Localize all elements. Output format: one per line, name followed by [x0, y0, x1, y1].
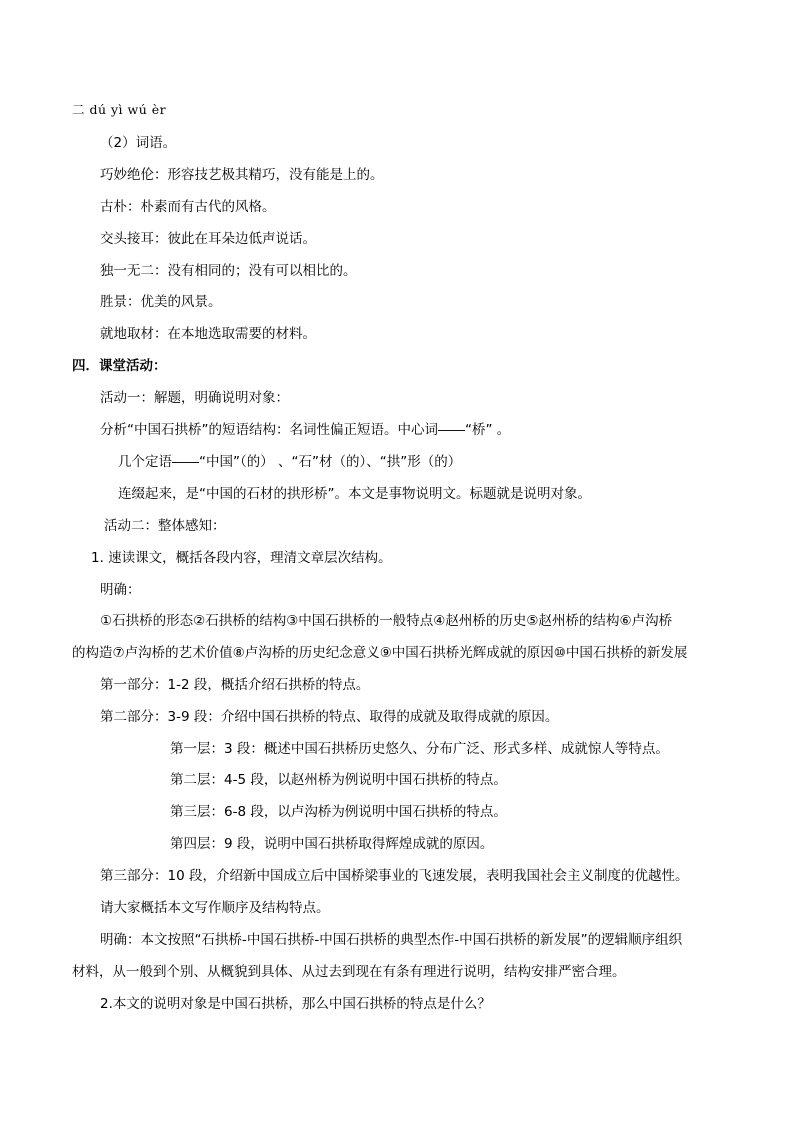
- paragraph: 第三部分：10 段，介绍新中国成立后中国桥梁事业的飞速发展，表明我国社会主义制度的优越性。: [100, 868, 689, 884]
- vocab-definition: 交头接耳：彼此在耳朵边低声说话。: [100, 231, 316, 247]
- paragraph: 材料，从一般到个别、从概貌到具体、从过去到现在有条有理进行说明，结构安排严密合理。: [72, 964, 626, 980]
- paragraph: ①石拱桥的形态②石拱桥的结构③中国石拱桥的一般特点④赵州桥的历史⑤赵州桥的结构⑥卢沟桥: [100, 613, 673, 629]
- paragraph: 明确：本文按照“石拱桥-中国石拱桥-中国石拱桥的典型杰作-中国石拱桥的新发展”的逻辑顺序组织: [100, 932, 683, 948]
- layer-item: 第二层：4-5 段，以赵州桥为例说明中国石拱桥的特点。: [170, 772, 507, 788]
- paragraph: 请大家概括本文写作顺序及结构特点。: [100, 900, 330, 916]
- paragraph: 连缀起来，是“中国的石材的拱形桥”。本文是事物说明文。标题就是说明对象。: [118, 486, 591, 502]
- layer-item: 第一层：3 段：概述中国石拱桥历史悠久、分布广泛、形式多样、成就惊人等特点。: [170, 741, 669, 757]
- question: 2.本文的说明对象是中国石拱桥，那么中国石拱桥的特点是什么？: [100, 996, 491, 1012]
- paragraph: 的构造⑦卢沟桥的艺术价值⑧卢沟桥的历史纪念意义⑨中国石拱桥光辉成就的原因⑩中国石拱桥的新发展: [72, 645, 688, 661]
- paragraph: 活动一：解题，明确说明对象：: [100, 390, 289, 406]
- pinyin-line: 二 dú yì wú èr: [72, 102, 167, 117]
- section-heading: 四．课堂活动：: [72, 358, 167, 374]
- paragraph: 几个定语――“中国”（的） 、“石”材（的）、“拱”形（的）: [118, 454, 462, 470]
- vocab-definition: 独一无二：没有相同的；没有可以相比的。: [100, 263, 357, 279]
- vocab-definition: 就地取材：在本地选取需要的材料。: [100, 326, 316, 342]
- vocab-definition: 胜景：优美的风景。: [100, 294, 222, 310]
- vocab-definition: 巧妙绝伦：形容技艺极其精巧，没有能是上的。: [100, 167, 384, 183]
- vocab-definition: 古朴：朴素而有古代的风格。: [100, 199, 276, 215]
- paragraph: 活动二：整体感知：: [104, 518, 226, 534]
- paragraph: 第二部分：3-9 段：介绍中国石拱桥的特点、取得的成就及取得成就的原因。: [100, 709, 559, 725]
- layer-item: 第三层：6-8 段，以卢沟桥为例说明中国石拱桥的特点。: [170, 804, 507, 820]
- subsection-heading: （2）词语。: [100, 135, 177, 151]
- numbered-item: 1. 速读课文，概括各段内容，理清文章层次结构。: [91, 550, 392, 566]
- paragraph: 分析“中国石拱桥”的短语结构：名词性偏正短语。中心词――“桥” 。: [100, 422, 511, 438]
- paragraph: 第一部分：1-2 段，概括介绍石拱桥的特点。: [100, 677, 370, 693]
- layer-item: 第四层：9 段，说明中国石拱桥取得辉煌成就的原因。: [170, 836, 494, 852]
- paragraph: 明确：: [100, 582, 141, 598]
